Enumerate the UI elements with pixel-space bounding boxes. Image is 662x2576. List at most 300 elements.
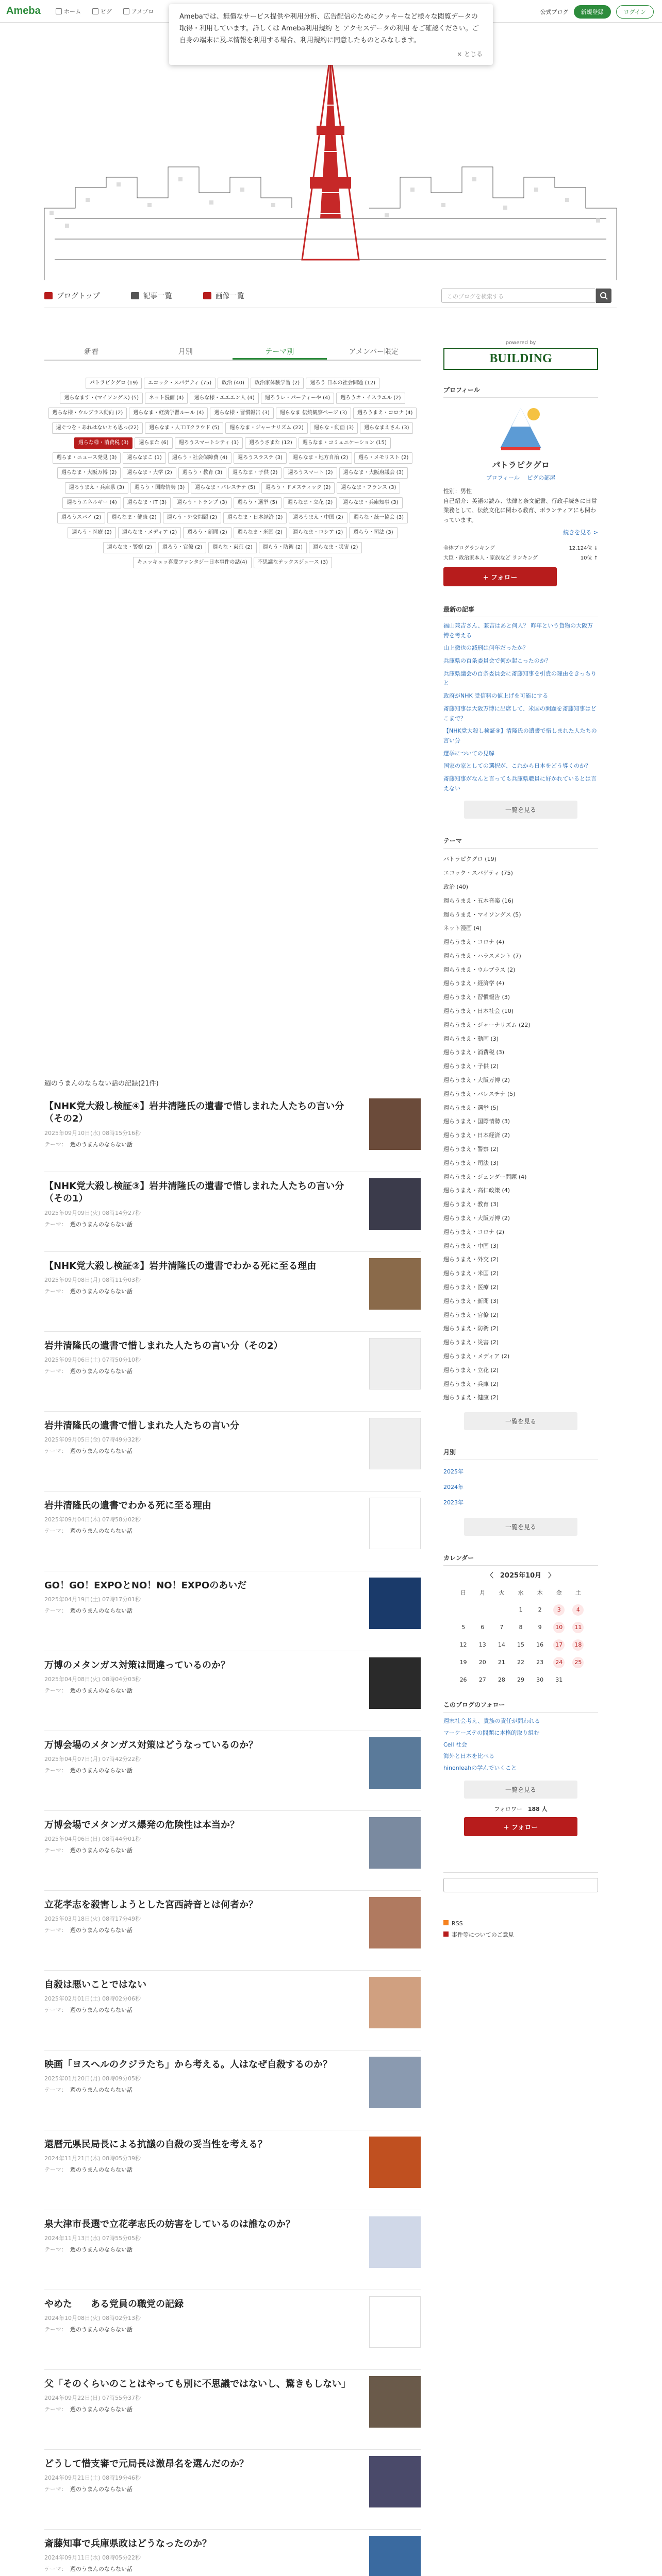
post-thumbnail[interactable] [369, 2057, 421, 2108]
post-title[interactable]: 父「そのくらいのことはやっても別に不思議ではないし、驚きもしない」 [44, 2379, 351, 2389]
theme-chip[interactable]: 週ろうオ・イスラエル (2) [336, 393, 405, 404]
post-item[interactable] [44, 1092, 421, 1172]
theme-chip[interactable]: 週らま・ニュース発見 (3) [53, 452, 121, 464]
post-item[interactable] [44, 1252, 421, 1332]
profile-more-link[interactable]: 続きを見る > [563, 529, 598, 536]
theme-chip[interactable]: 週ろうレ・パーティーや (4) [261, 393, 335, 404]
post-date: 2024年09月21日(土) 08時19分46秒 [44, 2475, 141, 2482]
theme-chip[interactable]: 週ろうまえ・中国 (2) [289, 512, 347, 523]
calendar-weekday: 土 [575, 1589, 581, 1597]
theme-chip[interactable]: 週らう・医療 (2) [68, 527, 115, 538]
post-thumbnail[interactable] [369, 1418, 421, 1469]
post-title[interactable]: どうして惜支審で元局長は激昂名を選んだのか？ [44, 2459, 249, 2469]
calendar-day[interactable]: 15 [517, 1641, 524, 1649]
recent-entry-link[interactable]: 斎藤知事がなんと言っても兵庫県職員に好かれているとは言えない [443, 775, 597, 792]
theme-chip[interactable]: 週ろうさまた (12) [245, 437, 296, 449]
theme-link[interactable]: 週らうまえ・国際情勢 (3) [443, 1118, 510, 1125]
post-item[interactable] [44, 1811, 421, 1891]
theme-chip[interactable]: 週らなま・大学 (2) [123, 467, 176, 479]
calendar-day[interactable]: 10 [550, 1619, 569, 1636]
post-item[interactable] [44, 2290, 421, 2370]
post-theme[interactable]: テーマ： 週のうまんのならない話 [44, 1927, 133, 1934]
theme-link[interactable]: 週らうまえ・日本社会 (10) [443, 1008, 514, 1015]
post-theme[interactable]: テーマ： 週のうまんのならない話 [44, 1607, 133, 1615]
post-title[interactable]: GO！GO！EXPOとNO！NO！EXPOのあいだ [44, 1580, 247, 1591]
nav-ameblo[interactable]: アメブロ [123, 7, 154, 15]
theme-link[interactable]: 政治 (40) [443, 883, 469, 890]
calendar-weekday: 金 [556, 1589, 562, 1597]
follow-button-2[interactable]: + フォロー [464, 1817, 577, 1836]
post-theme[interactable]: テーマ： 週のうまんのならない話 [44, 2007, 133, 2014]
post-date: 2025年01月20日(月) 08時09分05秒 [44, 2075, 141, 2082]
rss-link[interactable]: RSS [443, 1918, 598, 1929]
theme-chip[interactable]: 週らなま・コミュニケーション (15) [299, 437, 391, 449]
theme-link[interactable]: 週らうまえ・中国 (3) [443, 1242, 499, 1249]
post-thumbnail[interactable] [369, 1817, 421, 1869]
theme-chip[interactable]: 週ろうエネルギー (4) [62, 497, 121, 509]
ranking-row-1[interactable]: 全体ブログランキング 12,124位 ↓ [443, 546, 598, 551]
calendar-day[interactable]: 21 [498, 1659, 505, 1666]
post-title[interactable]: 万博会場のメタンガス対策はどうなっているのか？ [44, 1740, 258, 1751]
calendar-day[interactable]: 31 [555, 1676, 563, 1684]
theme-chip[interactable]: 週らなま・立花 (2) [284, 497, 337, 509]
post-item[interactable] [44, 1412, 421, 1492]
calendar-day[interactable]: 3 [550, 1601, 569, 1619]
post-item[interactable] [44, 1332, 421, 1412]
theme-chip[interactable]: 週らなま・子供 (2) [228, 467, 282, 479]
theme-chip[interactable]: 週らな・動画 (3) [310, 422, 358, 434]
calendar-day [454, 1601, 473, 1619]
calendar-day[interactable]: 13 [478, 1641, 486, 1649]
recent-more-button[interactable]: 一覧を見る [464, 801, 577, 819]
theme-chip[interactable]: 週ろう・新聞 (2) [183, 527, 231, 538]
blog-search-input[interactable]: このブログを検索する [441, 289, 596, 303]
theme-chip[interactable]: 週ぐつを・あれはないとも思っ(22) [52, 422, 143, 434]
theme-chip[interactable]: 週らなま・米国 (2) [234, 527, 287, 538]
nav-pigg[interactable]: ピグ [92, 7, 112, 15]
post-title[interactable]: 岩井清隆氏の遺書で惜しまれた人たちの言い分（その2） [44, 1341, 283, 1351]
post-thumbnail[interactable] [369, 2137, 421, 2188]
theme-chip[interactable]: 週ろうスマート (2) [284, 467, 337, 479]
official-blog-link[interactable]: 公式ブログ [540, 9, 569, 15]
calendar-day[interactable]: 26 [459, 1676, 467, 1684]
nav-blog-top[interactable]: ブログトップ [44, 291, 100, 301]
theme-link[interactable]: ネット漫画 (4) [443, 925, 482, 932]
tab-new[interactable]: 新着 [84, 348, 99, 356]
theme-chip[interactable]: 週らなま・兵庫知事 (3) [339, 497, 402, 509]
post-theme[interactable]: テーマ： 週のうまんのならない話 [44, 2326, 133, 2333]
theme-chip[interactable]: 週らな様・エエエン人 (4) [190, 393, 258, 404]
following-list [443, 1717, 598, 1773]
post-item[interactable] [44, 1731, 421, 1811]
theme-chip[interactable]: 週らう・防衛 (2) [259, 542, 307, 553]
theme-chip[interactable]: 政治家体験学習 (2) [251, 378, 304, 389]
theme-link[interactable]: エコック・スパゲティ (75) [443, 870, 513, 877]
theme-chip[interactable]: 週ろうスマートシティ (1) [175, 437, 243, 449]
tab-theme[interactable]: テーマ別 [233, 340, 327, 360]
theme-link[interactable]: 週らうまえ・経済学 (4) [443, 980, 505, 987]
theme-link[interactable]: 週らうまえ・教育 (3) [443, 1201, 499, 1208]
theme-chip[interactable]: 週ろう・官僚 (2) [158, 542, 206, 553]
calendar-day[interactable]: 9 [538, 1624, 542, 1631]
theme-chip[interactable]: エコック・スパゲティ (75) [144, 378, 216, 389]
theme-link[interactable]: 週らうまえ・ジェンダー問題 (4) [443, 1173, 527, 1180]
theme-chip[interactable]: 週らなま・災害 (2) [309, 542, 362, 553]
post-title[interactable]: 岩井清隆氏の遺書でわかる死に至る理由 [44, 1500, 211, 1511]
post-title[interactable]: 【NHK党大殺し検証②】岩井清隆氏の遺書でわかる死に至る理由 [44, 1261, 317, 1272]
calendar-day[interactable]: 30 [536, 1676, 544, 1684]
theme-chip[interactable]: 週らなまこ (1) [123, 452, 166, 464]
theme-chip[interactable]: 週らなます・(マイソングス) (5) [60, 393, 143, 404]
theme-link[interactable]: 週らうまえ・米国 (2) [443, 1270, 499, 1277]
login-button[interactable]: ログイン [616, 5, 654, 19]
post-theme[interactable]: テーマ： 週のうまんのならない話 [44, 2406, 133, 2413]
register-button[interactable]: 新規登録 [574, 5, 611, 19]
calendar-day[interactable]: 27 [478, 1676, 486, 1684]
post-date: 2025年04月19日(土) 07時17分01秒 [44, 1596, 141, 1603]
post-thumbnail[interactable] [369, 2536, 421, 2576]
post-item[interactable] [44, 1492, 421, 1571]
ranking-row-2[interactable]: 大臣・政治家本人・家族など ランキング 10位 ↑ [443, 555, 598, 561]
calendar-day[interactable]: 29 [517, 1676, 524, 1684]
theme-chip[interactable]: 週らう・教育 (3) [178, 467, 226, 479]
list-icon [131, 292, 139, 299]
archive-2023[interactable]: 2023年 [443, 1499, 464, 1506]
profile-box [443, 402, 598, 482]
post-thumbnail[interactable] [369, 1498, 421, 1549]
theme-chip[interactable]: 週らなま・フランス (3) [337, 482, 400, 494]
post-date: 2025年02月01日(土) 08時02分06秒 [44, 1995, 141, 2003]
recent-list [443, 621, 598, 793]
following-blog-link[interactable]: Cell 社会 [443, 1741, 468, 1748]
theme-chip[interactable]: 週ろうスラステ (3) [234, 452, 287, 464]
post-item[interactable] [44, 2450, 421, 2530]
post-title[interactable]: 泉大津市長選で立花孝志氏の妨害をしているのは誰なのか？ [44, 2219, 295, 2230]
calendar-day[interactable]: 16 [536, 1641, 544, 1649]
recent-entry-link[interactable]: 斎藤知事は大阪万博に出席して、米国の問題を斎藤知事はどこまで？ [443, 705, 597, 722]
archive-2024[interactable]: 2024年 [443, 1484, 464, 1491]
theme-chip[interactable]: 週らなま・メディア (2) [118, 527, 181, 538]
calendar-day[interactable]: 2 [538, 1606, 542, 1614]
following-blog-link[interactable]: 海外と日本を比べる [443, 1753, 494, 1760]
top-nav [56, 7, 154, 15]
post-theme[interactable]: テーマ： 週のうまんのならない話 [44, 1288, 133, 1295]
nav-entry-list[interactable]: 記事一覧 [131, 291, 172, 301]
post-date: 2024年10月08日(火) 08時02分13秒 [44, 2315, 141, 2322]
theme-link[interactable]: 週らうまえ・立花 (2) [443, 1366, 499, 1374]
calendar-day[interactable]: 5 [461, 1624, 466, 1631]
theme-chip[interactable]: 週ら・メモリスト (2) [354, 452, 412, 464]
theme-chip[interactable]: 週ろうまえ・兵庫県 (3) [65, 482, 128, 494]
theme-link[interactable]: 週らうまえ・ウルブラス (2) [443, 966, 516, 973]
post-date: 2025年09月06日(土) 07時50分10秒 [44, 1357, 141, 1364]
theme-chip[interactable]: 週らう・社会保障費 (4) [168, 452, 231, 464]
nav-home[interactable]: ホーム [56, 7, 81, 15]
nav-image-list[interactable]: 画像一覧 [203, 291, 244, 301]
theme-chip[interactable]: 週らなま・経済学習ルール (4) [129, 408, 208, 419]
calendar-day[interactable]: 19 [459, 1659, 467, 1666]
post-theme[interactable]: テーマ： 週のうまんのならない話 [44, 1687, 133, 1694]
camera-icon [203, 292, 211, 299]
post-date: 2025年09月05日(金) 07時49分32秒 [44, 1436, 141, 1444]
follow-button[interactable]: + フォロー [443, 567, 557, 586]
theme-chip[interactable]: 週ろうまえ・コロナ (4) [353, 408, 417, 419]
post-thumbnail[interactable] [369, 1258, 421, 1310]
main-column [44, 340, 421, 2573]
post-title[interactable]: やめた ある党員の職党の記録 [44, 2299, 184, 2310]
calendar-day[interactable]: 17 [550, 1636, 569, 1654]
post-date: 2025年09月04日(木) 07時58分02秒 [44, 1516, 141, 1523]
calendar-day[interactable]: 23 [536, 1659, 544, 1666]
post-theme[interactable]: テーマ： 週のうまんのならない話 [44, 1368, 133, 1375]
post-thumbnail[interactable] [369, 2296, 421, 2348]
archive-2025[interactable]: 2025年 [443, 1468, 464, 1476]
tab-amember[interactable]: アメンバー限定 [349, 348, 399, 356]
theme-chip[interactable]: 週らな・統一協会 (3) [350, 512, 408, 523]
powered-by-label: powered by [505, 340, 536, 346]
search-button[interactable] [596, 289, 611, 303]
theme-chip[interactable]: 週らなま 伝統観察ページ (3) [276, 408, 351, 419]
theme-chip[interactable]: 週らう・国際情勢 (3) [130, 482, 189, 494]
archive-more-button[interactable]: 一覧を見る [464, 1518, 577, 1536]
calendar-day[interactable]: 1 [519, 1606, 523, 1614]
theme-link[interactable]: 週らうまえ・子供 (2) [443, 1063, 499, 1070]
post-item[interactable] [44, 1891, 421, 1971]
post-title[interactable]: 映画「ヨスへルのクジラたち」から考える。人はなぜ自殺するのか？ [44, 2059, 332, 2070]
following-blog-link[interactable]: マーケーズテの問題に本格的取り組む [443, 1729, 540, 1736]
post-title[interactable]: 万博会場でメタンガス爆発の危険性は本当か？ [44, 1820, 239, 1831]
calendar-weekday: 火 [499, 1589, 505, 1597]
calendar-day[interactable]: 6 [481, 1624, 485, 1631]
theme-link[interactable]: 週らうまえ・兵庫 (2) [443, 1380, 499, 1387]
cookie-notice-text: Amebaでは、無償なサービス提供や利用分析、広告配信のためにクッキーなど様々な閲覧データの取得・利用しています。詳しくは Ameba利用規約 と アクセスデータの利用 をご確認ください。ご自身の端末に及ぶ情報を利用する場合、利用規約に同意したものとみなします。 [179, 13, 479, 44]
post-theme[interactable]: テーマ： 週のうまんのならない話 [44, 1528, 133, 1535]
theme-link[interactable]: 週らうまえ・日本経済 (2) [443, 1132, 510, 1139]
theme-link[interactable]: 週らうまえ・ジャーナリズム (22) [443, 1021, 531, 1028]
post-item[interactable] [44, 2530, 421, 2576]
theme-link[interactable]: 週らうまえ・マイソングス (5) [443, 911, 521, 918]
post-date: 2024年09月11日(水) 08時05分22秒 [44, 2554, 141, 2562]
theme-link[interactable]: 週らうまえ・大阪万博 (2) [443, 1215, 510, 1222]
theme-chip[interactable]: 週らう・選挙 (5) [234, 497, 282, 509]
post-theme[interactable]: テーマ： 週のうまんのならない話 [44, 1847, 133, 1854]
theme-chip[interactable]: 週らなま・ロシア (2) [289, 527, 347, 538]
following-blog-link[interactable]: 週末社会考え、貴族の責任が問われる [443, 1718, 540, 1725]
theme-chip[interactable]: 週らまた (6) [135, 437, 172, 449]
theme-chip[interactable]: 週ろう 日本の社会問題 (12) [306, 378, 379, 389]
post-title[interactable]: 万博のメタンガス対策は間違っているのか？ [44, 1660, 230, 1671]
post-thumbnail[interactable] [369, 2456, 421, 2507]
post-thumbnail[interactable] [369, 1737, 421, 1789]
post-item[interactable] [44, 1971, 421, 2050]
post-thumbnail[interactable] [369, 2216, 421, 2268]
theme-link[interactable]: 週らうまえ・高仁政策 (4) [443, 1187, 510, 1194]
theme-link[interactable]: 週らうまえ・医療 (2) [443, 1284, 499, 1291]
calendar-day[interactable]: 4 [569, 1601, 588, 1619]
theme-chip[interactable]: 週らなま・人工ITクラウド (5) [145, 422, 223, 434]
theme-link[interactable]: 週らうまえ・メディア (2) [443, 1353, 510, 1360]
home-icon [56, 8, 62, 14]
post-theme[interactable]: テーマ： 週のうまんのならない話 [44, 1448, 133, 1455]
theme-chip[interactable]: 週らう・外交問題 (2) [163, 512, 221, 523]
theme-chip[interactable]: キュッキュッ喜愛ファンタジー日本事件の話(4) [133, 557, 252, 568]
theme-chip[interactable]: 週らう・トランプ (3) [173, 497, 231, 509]
calendar-day[interactable]: 7 [500, 1624, 504, 1631]
post-item[interactable] [44, 2370, 421, 2450]
theme-link[interactable]: 週らうまえ・健康 (2) [443, 1394, 499, 1401]
post-theme[interactable]: テーマ： 週のうまんのならない話 [44, 2566, 133, 2573]
theme-chip[interactable]: 週らなま・地方自治 (2) [289, 452, 352, 464]
report-link[interactable]: 事件等についてのご意見 [443, 1929, 598, 1941]
post-date: 2025年04月06日(日) 08時44分01秒 [44, 1836, 141, 1843]
recent-entry-link[interactable]: 福山兼吉さん、兼吉はあと何人？ 昨年という貨物の大阪万博を考える [443, 622, 593, 639]
close-notice-button[interactable]: × とじる [457, 50, 483, 58]
recent-entry-link[interactable]: 兵庫県議会の百条委員会に斎藤知事を引責の理由をきっちりと [443, 670, 597, 687]
post-item[interactable] [44, 2130, 421, 2210]
post-thumbnail[interactable] [369, 1897, 421, 1948]
post-thumbnail[interactable] [369, 1098, 421, 1150]
recent-entry-link[interactable]: 国家の家としての選択が、これから日本をどう導くのか？ [443, 762, 591, 770]
theme-link[interactable]: 週らうまえ・選挙 (5) [443, 1104, 499, 1111]
theme-chip[interactable]: 週らなま・健康 (2) [107, 512, 160, 523]
post-date: 2025年04月08日(火) 08時04分03秒 [44, 1676, 141, 1683]
theme-link[interactable]: 週らうまえ・ハラスメント (7) [443, 952, 521, 959]
rss-icon [443, 1920, 449, 1925]
theme-link[interactable]: 週らうまえ・災害 (2) [443, 1339, 499, 1346]
post-theme[interactable]: テーマ： 週のうまんのならない話 [44, 2486, 133, 2493]
calendar-day[interactable]: 14 [498, 1641, 505, 1649]
theme-chip[interactable]: 週らなま・警察 (2) [103, 542, 156, 553]
post-thumbnail[interactable] [369, 1977, 421, 2028]
post-thumbnail[interactable] [369, 1178, 421, 1230]
calendar-day[interactable]: 22 [517, 1659, 524, 1666]
following-blog-link[interactable]: hinonleahの学んでいくこと [443, 1764, 517, 1771]
theme-link[interactable]: 週らうまえ・大阪万博 (2) [443, 1077, 510, 1084]
calendar-day[interactable]: 8 [519, 1624, 523, 1631]
theme-chip[interactable]: 不思議なテックスジュース (3) [254, 557, 333, 568]
sidebar-search-input[interactable] [443, 1878, 598, 1892]
theme-chip[interactable]: 週らなま・大阪府議会 (3) [339, 467, 408, 479]
post-item[interactable] [44, 1651, 421, 1731]
theme-chip[interactable]: 週らなま・ジャーナリズム (22) [225, 422, 307, 434]
recent-entry-link[interactable]: 政府がNHK 受信料の値上げを可能にする [443, 692, 549, 700]
post-title[interactable]: 還暦元県民局長による抗議の自殺の妥当性を考える？ [44, 2139, 267, 2150]
calendar-day[interactable]: 20 [478, 1659, 486, 1666]
theme-chip[interactable]: 週らなま・大阪万博 (2) [57, 467, 121, 479]
theme-chip[interactable]: 週らなまえさん (3) [360, 422, 413, 434]
pigg-room-link[interactable]: ピグの部屋 [527, 474, 556, 481]
recent-heading: 最新の記事 [443, 605, 598, 617]
post-title[interactable]: 自殺は悪いことではない [44, 1979, 146, 1990]
theme-chip[interactable]: 週らう・司法 (3) [349, 527, 397, 538]
profile-link[interactable]: プロフィール [486, 474, 520, 481]
theme-link[interactable]: 週らうまえ・パレスチナ (5) [443, 1090, 516, 1097]
post-item[interactable] [44, 1172, 421, 1252]
post-title[interactable]: 立花孝志を殺害しようとした宮西詩音とは何者か？ [44, 1900, 258, 1910]
theme-link[interactable]: 週らうまえ・司法 (3) [443, 1159, 499, 1166]
following-more-button[interactable]: 一覧を見る [464, 1781, 577, 1799]
avatar[interactable] [490, 402, 552, 453]
calendar-day [569, 1671, 588, 1689]
theme-chip[interactable]: 週らな様・ウルブラス動向 (2) [48, 408, 127, 419]
post-item[interactable] [44, 1571, 421, 1651]
blog-icon [123, 8, 129, 14]
recent-entry-link[interactable]: 兵庫県の百条委員会で何か起こったのか？ [443, 657, 551, 665]
post-title[interactable]: 【NHK党大殺し検証③】岩井清隆氏の遺書で惜しまれた人たちの言い分（その1） [44, 1181, 344, 1205]
theme-chip[interactable]: パトラピクグロ (19) [86, 378, 142, 389]
theme-chip[interactable]: 週らな様・習慣報告 (3) [210, 408, 273, 419]
post-title[interactable]: 【NHK党大殺し検証④】岩井清隆氏の遺書で惜しまれた人たちの言い分（その2） [44, 1101, 344, 1125]
post-theme[interactable]: テーマ： 週のうまんのならない話 [44, 2087, 133, 2094]
theme-more-button[interactable]: 一覧を見る [464, 1412, 577, 1430]
theme-link[interactable]: 週らうまえ・官僚 (2) [443, 1311, 499, 1318]
post-thumbnail[interactable] [369, 1578, 421, 1629]
post-date: 2025年03月18日(火) 08時17分49秒 [44, 1916, 141, 1923]
calendar-day[interactable]: 24 [550, 1654, 569, 1671]
post-thumbnail[interactable] [369, 1657, 421, 1709]
theme-chip[interactable]: 週ろう・ドメスティック (2) [261, 482, 335, 494]
post-date: 2025年04月07日(月) 07時42分22秒 [44, 1756, 141, 1763]
post-item[interactable] [44, 2050, 421, 2130]
theme-link[interactable]: 週らうまえ・コロナ (4) [443, 939, 505, 946]
tab-monthly[interactable]: 月別 [178, 348, 193, 356]
theme-link[interactable]: 週らうまえ・コロナ (2) [443, 1228, 505, 1235]
post-theme[interactable]: テーマ： 週のうまんのならない話 [44, 2246, 133, 2253]
theme-link[interactable]: 週らうまえ・警察 (2) [443, 1146, 499, 1153]
calendar-day[interactable]: 25 [569, 1654, 588, 1671]
post-theme[interactable]: テーマ： 週のうまんのならない話 [44, 1221, 133, 1228]
post-title[interactable]: 岩井清隆氏の遺書で惜しまれた人たちの言い分 [44, 1420, 239, 1431]
theme-chip[interactable]: 週ろうスパイ (2) [57, 512, 105, 523]
calendar-day[interactable]: 18 [569, 1636, 588, 1654]
theme-link[interactable]: 週らうまえ・新聞 (3) [443, 1297, 499, 1304]
recent-entry-link[interactable]: 山上徹也の減刑は何年だったか？ [443, 645, 528, 652]
theme-link[interactable]: 週らうまえ・消費税 (3) [443, 1049, 505, 1056]
post-title[interactable]: 斎藤知事で兵庫県政はどうなったのか？ [44, 2538, 211, 2549]
theme-chip[interactable]: 週らな様・消費税 (3) [74, 437, 133, 449]
theme-link[interactable]: 週らうまえ・防衛 (2) [443, 1325, 499, 1332]
building-ad[interactable] [443, 340, 598, 370]
post-theme[interactable]: テーマ： 週のうまんのならない話 [44, 1141, 133, 1148]
post-theme[interactable]: テーマ： 週のうまんのならない話 [44, 1767, 133, 1774]
recent-entry-link[interactable]: 【NHK党大殺し検証④】清隆氏の遺書で惜しまれた人たちの言い分 [443, 727, 597, 744]
theme-link[interactable]: 週らうまえ・五本音楽 (16) [443, 897, 514, 904]
theme-chip[interactable]: 週らなま・日本経済 (2) [223, 512, 287, 523]
post-thumbnail[interactable] [369, 1338, 421, 1389]
post-theme[interactable]: テーマ： 週のうまんのならない話 [44, 2166, 133, 2174]
recent-entry-link[interactable]: 選挙についての見解 [443, 750, 494, 757]
profile-text: 性別：男性 自己紹介：英語の読み、法律と条文記書、行政手続きに日常業務として、伝統文化に関わる教育、ボランティアにも関わっています。 [443, 488, 597, 524]
theme-chip[interactable]: 週らな・東京 (2) [208, 542, 256, 553]
calendar-day[interactable]: 11 [569, 1619, 588, 1636]
theme-chip[interactable]: 週らなま・IT (3) [123, 497, 171, 509]
theme-link[interactable]: 週らうまえ・習慣報告 (3) [443, 994, 510, 1001]
theme-link[interactable]: 週らうまえ・外交 (2) [443, 1256, 499, 1263]
post-thumbnail[interactable] [369, 2376, 421, 2428]
calendar-day[interactable]: 28 [498, 1676, 505, 1684]
calendar-weekday: 木 [537, 1589, 543, 1597]
entry-tabs [44, 340, 421, 361]
theme-chip[interactable]: ネット漫画 (4) [145, 393, 188, 404]
post-item[interactable] [44, 2210, 421, 2290]
theme-chip[interactable]: 週らなま・パレスチナ (5) [191, 482, 259, 494]
ameba-logo[interactable]: Ameba [6, 5, 41, 16]
theme-link[interactable]: 週らうまえ・動画 (3) [443, 1035, 499, 1042]
theme-link[interactable]: パトラピクグロ (19) [443, 856, 496, 863]
theme-chip[interactable]: 政治 (40) [218, 378, 249, 389]
calendar-day[interactable]: 12 [459, 1641, 467, 1649]
theme-chip-list [44, 376, 421, 726]
